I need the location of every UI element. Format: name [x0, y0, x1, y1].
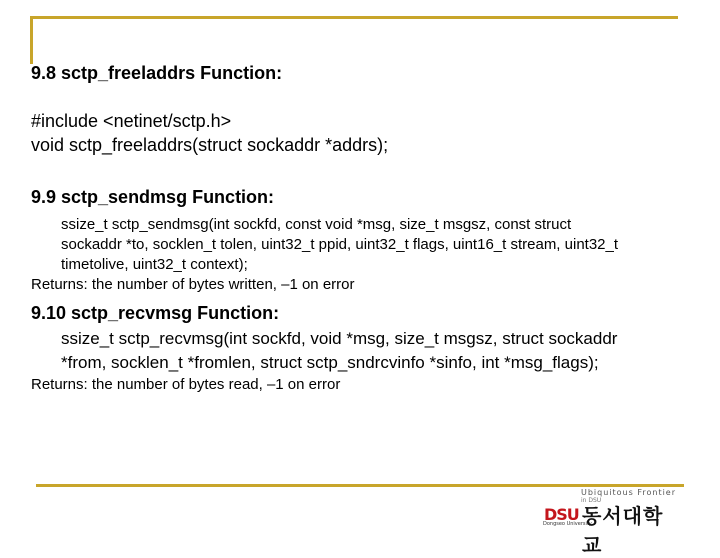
freeladdrs-prototype: void sctp_freeladdrs(struct sockaddr *addrs); [31, 135, 389, 155]
sendmsg-prototype-line: timetolive, uint32_t context); [61, 256, 248, 273]
heading-freeladdrs: 9.8 sctp_freeladdrs Function: [31, 63, 283, 83]
sendmsg-prototype-line: ssize_t sctp_sendmsg(int sockfd, const void *msg, size_t msgsz, const struct [61, 216, 572, 233]
university-logo [540, 488, 677, 557]
logo-subtitle: Dongseo University [543, 521, 592, 527]
logo-korean-name: 동서대학교 [582, 504, 664, 557]
sendmsg-prototype-line: sockaddr *to, socklen_t tolen, uint32_t ppid, uint32_t flags, uint16_t stream, uint32_t [61, 236, 619, 253]
heading-recvmsg: 9.10 sctp_recvmsg Function: [31, 303, 280, 323]
logo-tagline: Ubiquitous Frontier [581, 488, 677, 497]
recvmsg-returns: Returns: the number of bytes read, –1 on error [31, 376, 341, 393]
sendmsg-returns: Returns: the number of bytes written, –1 on error [31, 276, 355, 293]
logo-abbreviation: DSU [544, 505, 579, 524]
include-line: #include <netinet/sctp.h> [31, 111, 232, 131]
slide-content [31, 61, 691, 395]
left-rule [30, 16, 33, 64]
recvmsg-prototype-line: *from, socklen_t *fromlen, struct sctp_sndrcvinfo *sinfo, int *msg_flags); [61, 353, 599, 372]
heading-sendmsg: 9.9 sctp_sendmsg Function: [31, 187, 275, 207]
bottom-rule [36, 484, 684, 487]
top-rule [30, 16, 678, 19]
recvmsg-prototype-line: ssize_t sctp_recvmsg(int sockfd, void *msg, size_t msgsz, struct sockaddr [61, 329, 618, 348]
logo-tagline-small: in DSU [581, 497, 602, 504]
